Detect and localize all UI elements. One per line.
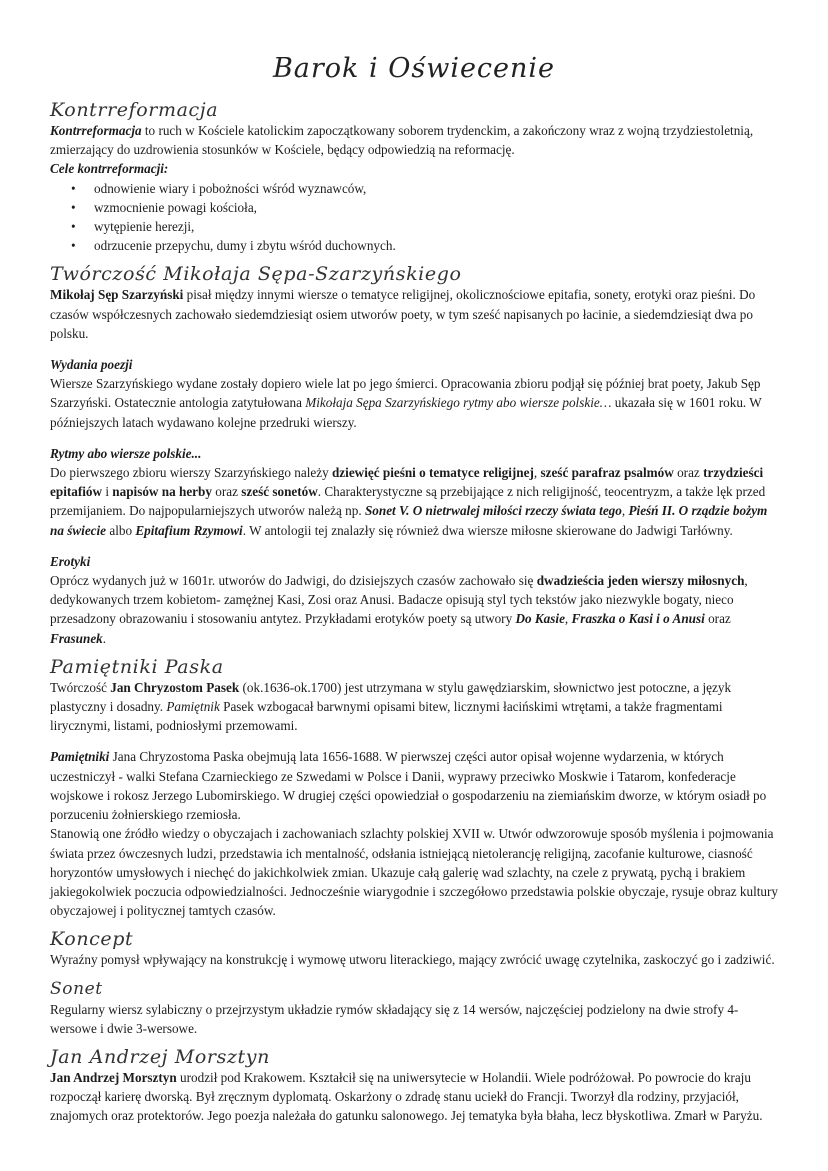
- bold-run: trzydzieści epitafiów: [50, 465, 764, 500]
- text-run: Oprócz wydanych już w 1601r. utworów do Jadwigi, do dzisiejszych czasów zachowało się: [50, 573, 537, 589]
- section-koncept: [50, 928, 778, 969]
- goals-label: Cele kontrreformacji:: [50, 161, 169, 177]
- section-sonet: [50, 978, 778, 1038]
- heading-morsztyn: Jan Andrzej Morsztyn: [50, 1045, 270, 1068]
- author-name: Jan Chryzostom Pasek: [110, 679, 240, 695]
- bold-run: sześć parafraz psalmów: [540, 465, 674, 481]
- work-title: Frasunek: [50, 630, 103, 646]
- list-item: • wytępienie herezji,: [93, 217, 778, 236]
- pasek-intro: [50, 678, 778, 736]
- work-title: Sonet V. O nietrwalej miłości rzeczy świata tego: [364, 503, 622, 519]
- heading-sep-szarzynski: Twórczość Mikołaja Sępa-Szarzyńskiego: [50, 263, 462, 286]
- section-morsztyn: [50, 1046, 778, 1126]
- goals-list: [50, 179, 778, 256]
- text-run: albo: [106, 522, 136, 538]
- bold-run: dwadzieścia jeden wierszy miłosnych: [536, 573, 745, 589]
- work-title: Epitafium Rzymowi: [135, 522, 243, 538]
- text-run: Pasek wzbogacał barwnymi opisami bitew, licznymi łacińskimi wtrętami, a także fragmentami lirycznymi, listami, podniosłymi przemowami.: [50, 699, 723, 734]
- sep-intro: [50, 285, 778, 343]
- work-title: Fraszka o Kasi i o Anusi: [571, 611, 705, 627]
- pasek-pamietniki: [50, 747, 778, 824]
- text-run: . W antologii tej znalazły się również dwa wiersze miłosne skierowane do Jadwigi Tarłówny.: [242, 522, 733, 538]
- wydania-text: [50, 374, 778, 432]
- text-run: pisał między innymi wiersze o tematyce religijnej, okolicznościowe epitafia, sonety, erotyki oraz pieśni. Do czasów współczesnych zachowało siedemdziesiąt osiem utworów poety, w tym sześć napisanych po łacinie, a siedemdziesiąt dwa po polsku.: [50, 287, 756, 341]
- bold-run: sześć sonetów: [241, 484, 318, 500]
- text-run: i: [102, 484, 113, 500]
- text-run: , dedykowanych trzem kobietom- zamężnej Kasi, Zosi oraz Anusi. Badacze opisują styl tych tekstów jako niezwykle bogaty, nieco przesadzony obrazowaniu i stosowaniu antytez. Przykładami erotyków poety są utwory: [50, 573, 748, 627]
- work-title: Pamiętniki: [50, 749, 110, 765]
- text-run: Jana Chryzostoma Paska obejmują lata 1656-1688. W pierwszej części autor opisał wojenne wydarzenia, w których uczestniczył - walki Stefana Czarnieckiego ze Szwedami w Polsce i Danii, wyprawy przeciwko Moskwie i Tatarom, konfederacje wojskowe i rokosz Jerzego Lubomirskiego. W drugiej części opowiedział o gospodarzeniu na ziemiańskim dworze, w którym osiadł po porzuceniu żołnierskiego rzemiosła.: [50, 749, 767, 823]
- text-run: Wiersze Szarzyńskiego wydane zostały dopiero wiele lat po jego śmierci. Opracowania zbioru podjął się później brat poety, Jakub Sęp Szarzyński. Ostatecznie antologia zatytułowana: [50, 376, 761, 411]
- bold-run: napisów na herby: [112, 484, 212, 500]
- text-run: Twórczość: [50, 679, 111, 695]
- italic-title: Pamiętnik: [166, 699, 220, 715]
- bold-run: dziewięć pieśni o tematyce religijnej: [331, 465, 534, 481]
- erotyki-label: Erotyki: [50, 553, 91, 569]
- list-item: • odrzucenie przepychu, dumy i zbytu wśród duchownych.: [93, 236, 778, 255]
- text-run: ukazała się w 1601 roku. W późniejszych latach wydawano kolejne przedruki wierszy.: [50, 395, 762, 430]
- text-run: ,: [564, 611, 572, 627]
- heading-kontrreformacja: Kontrreformacja: [50, 99, 219, 121]
- text-run: ,: [621, 503, 629, 519]
- section-pamietniki-paska: [50, 656, 778, 920]
- kontrreformacja-definition: [50, 121, 778, 159]
- koncept-definition: Wyraźny pomysł wpływający na konstrukcję i wymowę utworu literackiego, mający zwrócić uwagę czytelnika, zaskoczyć go i zadziwić.: [50, 952, 775, 968]
- sonet-definition: Regularny wiersz sylabiczny o przejrzystym układzie rymów składający się z 14 wersów, najczęściej podzielony na dwie strofy 4-wersowe i dwie 3-wersowe.: [50, 1001, 739, 1036]
- text-run: oraz: [704, 611, 731, 627]
- work-title: Pieśń II. O rządzie bożym na świecie: [50, 503, 768, 538]
- morsztyn-bio: [50, 1068, 778, 1126]
- term: Kontrreformacja: [50, 123, 142, 138]
- text-run: .: [102, 630, 107, 646]
- italic-title: Mikołaja Sępa Szarzyńskiego rytmy abo wiersze polskie…: [305, 395, 612, 411]
- erotyki-text: [50, 571, 778, 648]
- heading-koncept: Koncept: [50, 928, 134, 951]
- heading-pamietniki-paska: Pamiętniki Paska: [50, 655, 224, 678]
- text-run: oraz: [673, 465, 704, 481]
- section-kontrreformacja: [50, 99, 778, 255]
- list-item: • wzmocnienie powagi kościoła,: [93, 198, 778, 217]
- text-run: to ruch w Kościele katolickim zapoczątkowany soborem trydenckim, a zakończony wraz z wojną trzydziestoletnią, zmierzający do uzdrowienia stosunków w Kościele, będący odpowiedzią na reformację.: [50, 123, 754, 158]
- rytmy-label: Rytmy abo wiersze polskie...: [50, 445, 202, 461]
- text-run: oraz: [211, 484, 242, 500]
- wydania-label: Wydania poezji: [50, 357, 133, 373]
- text-run: ,: [533, 465, 541, 481]
- text-run: . Charakterystyczne są przebijające z nich religijność, teocentryzm, a także lęk przed przemijaniem. Do najpopularniejszych utworów należą np.: [50, 484, 766, 519]
- section-sep-szarzynski: [50, 263, 778, 647]
- document-title: Barok i Oświecenie: [272, 53, 556, 84]
- text-run: urodził pod Krakowem. Kształcił się na uniwersytecie w Holandii. Wiele podróżował. Po powrocie do kraju rozpoczął karierę dworską. Był zręcznym dyplomatą. Oskarżony o zdradę stanu uciekł do Francji. Tworzył dla rodziny, przyjaciół, znajomych oraz protektorów. Jego poezja należała do gatunku salonowego. Jej tematyka była błaha, lecz błyskotliwa. Zmarł w Paryżu.: [50, 1069, 763, 1124]
- list-item: • odnowienie wiary i pobożności wśród wyznawców,: [93, 179, 778, 198]
- author-name: Jan Andrzej Morsztyn: [50, 1069, 177, 1085]
- text-run: (ok.1636-ok.1700) jest utrzymana w stylu gawędziarskim, słownictwo jest potoczne, a język plastyczny i dosadny.: [50, 679, 732, 715]
- heading-sonet: Sonet: [50, 978, 103, 999]
- text-run: Do pierwszego zbioru wierszy Szarzyńskiego należy: [50, 465, 332, 481]
- pasek-significance: Stanowią one źródło wiedzy o obyczajach i zachowaniach szlachty polskiej XVII w. Utwór odwzorowuje sposób myślenia i pojmowania świata przez ówczesnych ludzi, przedstawia ich mentalność, odsłania istniejącą nietolerancję religijną, zacofanie kulturowe, ciasność horyzontów umysłowych i niechęć do jakichkolwiek zmian. Ukazuje całą galerię wad szlachty, na czele z prywatą, pychą i brakiem jakiegokolwiek poczucia odpowiedzialności. Jednocześnie wiarygodnie i szczegółowo przedstawia polskie obyczaje, rysuje obraz kultury obyczajowej i politycznej tamtych czasów.: [50, 826, 778, 919]
- rytmy-text: [50, 463, 778, 540]
- author-name: Mikołaj Sęp Szarzyński: [50, 287, 184, 303]
- work-title: Do Kasie: [515, 611, 565, 627]
